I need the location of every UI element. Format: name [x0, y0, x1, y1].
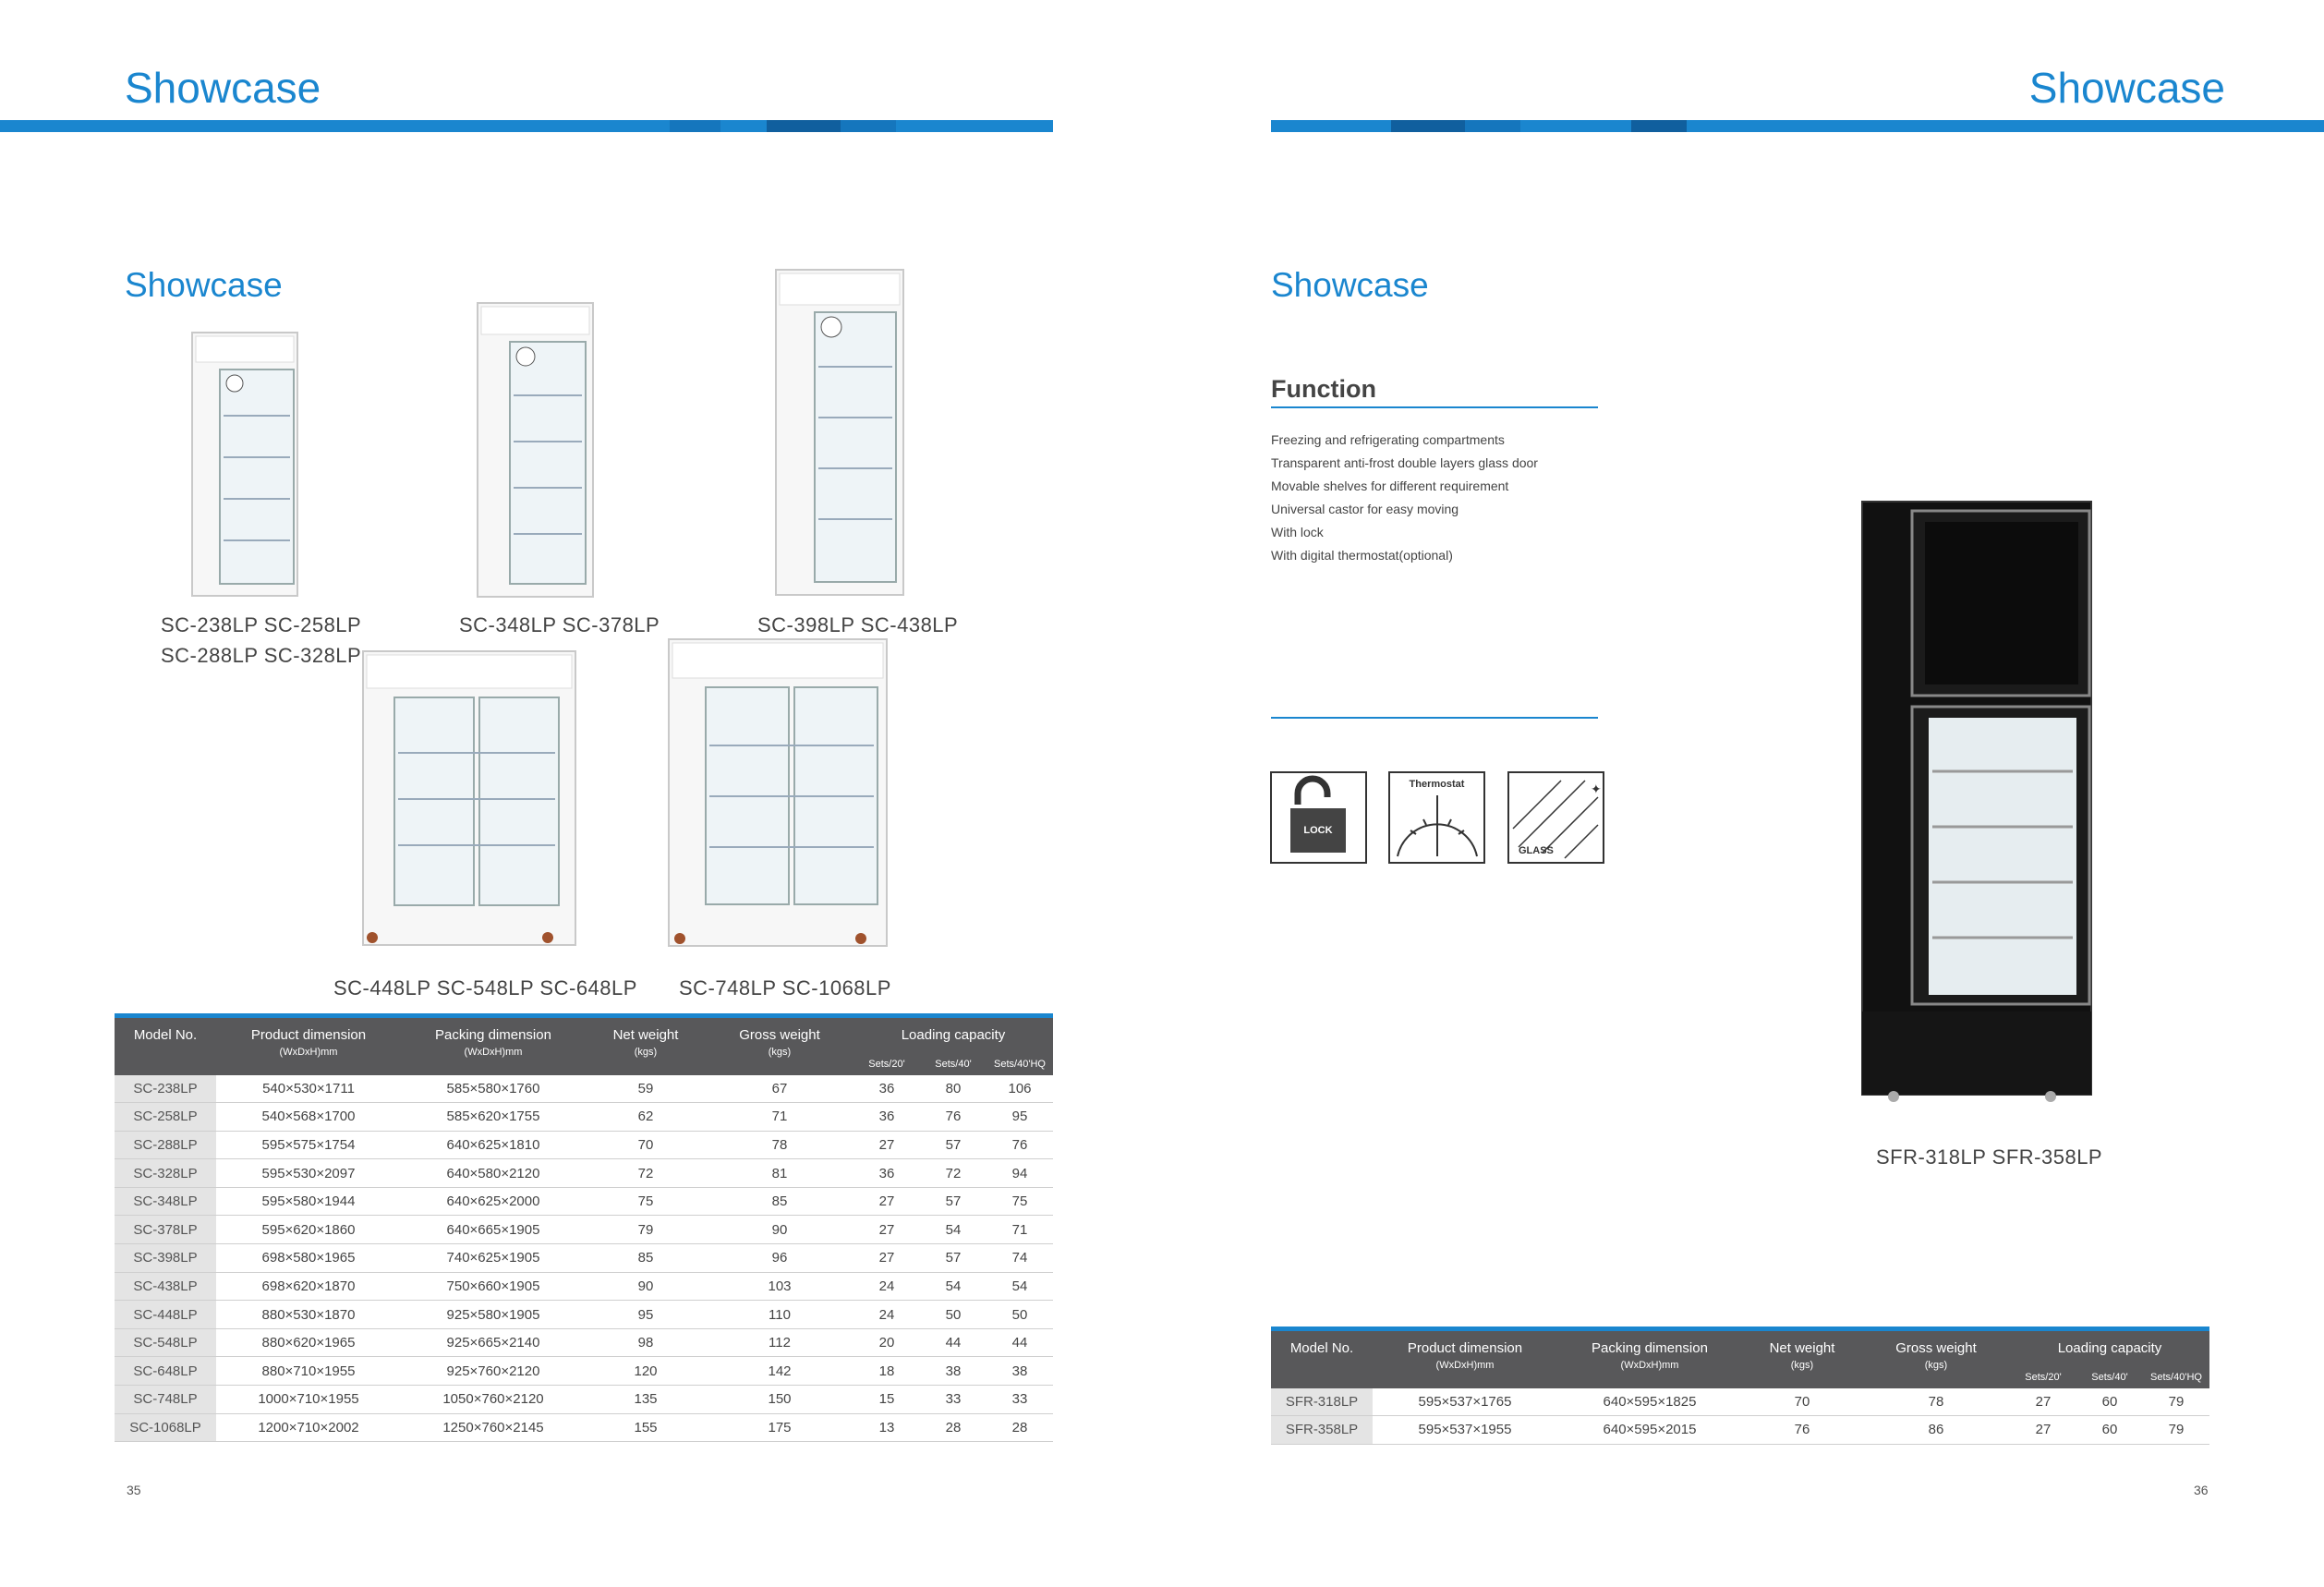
header-packing-label: Packing dimension — [1592, 1340, 1708, 1356]
sets-20-cell: 27 — [2010, 1388, 2076, 1416]
net-weight-cell: 135 — [586, 1386, 706, 1414]
sets-40hq-cell: 54 — [986, 1272, 1053, 1301]
table-row — [115, 1413, 1053, 1442]
net-weight-cell: 70 — [1742, 1388, 1862, 1416]
glass-label: GLASS — [1519, 845, 1554, 856]
gross-weight-cell: 86 — [1862, 1416, 2010, 1445]
lock-label: LOCK — [1303, 825, 1333, 836]
gross-weight-cell: 103 — [706, 1272, 853, 1301]
caption-sc-398-438: SC-398LP SC-438LP — [757, 613, 959, 636]
left-section-title: Showcase — [125, 266, 283, 304]
sets-20-cell: 36 — [853, 1075, 920, 1103]
sets-20-cell: 24 — [853, 1272, 920, 1301]
model-cell: SC-348LP — [115, 1187, 216, 1216]
sets-20-cell: 15 — [853, 1386, 920, 1414]
packing-dimension-cell: 640×595×2015 — [1557, 1416, 1742, 1445]
product-dimension-cell: 595×620×1860 — [216, 1216, 401, 1244]
left-spec-table — [115, 1013, 1053, 1442]
sets-20-cell: 18 — [853, 1357, 920, 1386]
right-product-image — [1847, 494, 2106, 1104]
fridge-double-medium — [363, 651, 575, 945]
header-net-label: Net weight — [1769, 1340, 1835, 1356]
net-weight-cell: 95 — [586, 1301, 706, 1329]
product-dimension-cell: 540×568×1700 — [216, 1103, 401, 1132]
fridge-single-small — [192, 333, 297, 596]
gross-weight-cell: 90 — [706, 1216, 853, 1244]
net-weight-cell: 90 — [586, 1272, 706, 1301]
sets-40-cell: 50 — [920, 1301, 986, 1329]
packing-dimension-cell: 740×625×1905 — [401, 1244, 586, 1273]
right-page-number: 36 — [2194, 1483, 2209, 1497]
caption-sc-748-1068: SC-748LP SC-1068LP — [679, 976, 891, 999]
sets-40-cell: 60 — [2076, 1388, 2143, 1416]
packing-dimension-cell: 925×760×2120 — [401, 1357, 586, 1386]
sets-20-cell: 27 — [2010, 1416, 2076, 1445]
header-sets-40hq: Sets/40'HQ — [994, 1058, 1046, 1070]
table-row — [115, 1159, 1053, 1188]
table-row — [115, 1328, 1053, 1357]
model-cell: SC-328LP — [115, 1159, 216, 1188]
gross-weight-cell: 78 — [706, 1131, 853, 1159]
table-row — [115, 1187, 1053, 1216]
header-packing-label: Packing dimension — [435, 1027, 551, 1043]
fridge-black-double-compartment — [1862, 502, 2091, 1102]
function-item: Movable shelves for different requirement — [1271, 479, 1509, 493]
sets-40hq-cell: 71 — [986, 1216, 1053, 1244]
packing-dimension-cell: 1050×760×2120 — [401, 1386, 586, 1414]
gross-weight-cell: 150 — [706, 1386, 853, 1414]
sets-40hq-cell: 94 — [986, 1159, 1053, 1188]
sets-20-cell: 36 — [853, 1159, 920, 1188]
model-cell: SC-648LP — [115, 1357, 216, 1386]
net-weight-cell: 75 — [586, 1187, 706, 1216]
product-dimension-cell: 880×710×1955 — [216, 1357, 401, 1386]
table-row — [1271, 1388, 2209, 1416]
sets-40-cell: 57 — [920, 1244, 986, 1273]
product-dimension-cell: 698×620×1870 — [216, 1272, 401, 1301]
model-cell: SFR-358LP — [1271, 1416, 1373, 1445]
thermostat-icon — [1390, 773, 1483, 862]
table-row — [115, 1216, 1053, 1244]
packing-dimension-cell: 585×580×1760 — [401, 1075, 586, 1103]
sets-40-cell: 44 — [920, 1328, 986, 1357]
lock-feature — [1270, 771, 1367, 864]
header-product-dimension — [1373, 1329, 1557, 1388]
svg-text:✦: ✦ — [1591, 781, 1602, 796]
fridge-double-large — [669, 639, 887, 946]
sets-40-cell: 28 — [920, 1413, 986, 1442]
fridge-single-large — [776, 270, 903, 595]
table-row — [115, 1075, 1053, 1103]
sets-40hq-cell: 79 — [2143, 1416, 2209, 1445]
packing-dimension-cell: 750×660×1905 — [401, 1272, 586, 1301]
table-row — [115, 1386, 1053, 1414]
product-dimension-cell: 595×580×1944 — [216, 1187, 401, 1216]
header-product-label: Product dimension — [250, 1027, 367, 1043]
sets-40-cell: 54 — [920, 1272, 986, 1301]
sets-20-cell: 27 — [853, 1131, 920, 1159]
sets-40-cell: 72 — [920, 1159, 986, 1188]
table-row — [115, 1131, 1053, 1159]
glass-feature — [1507, 771, 1604, 864]
header-sets-20: Sets/20' — [2025, 1371, 2062, 1383]
header-packing-dimension — [401, 1016, 586, 1075]
product-dimension-cell: 540×530×1711 — [216, 1075, 401, 1103]
sets-40hq-cell: 50 — [986, 1301, 1053, 1329]
header-net-sub: (kgs) — [634, 1047, 658, 1058]
model-cell: SFR-318LP — [1271, 1388, 1373, 1416]
gross-weight-cell: 78 — [1862, 1388, 2010, 1416]
product-dimension-cell: 595×537×1765 — [1373, 1388, 1557, 1416]
packing-dimension-cell: 640×665×1905 — [401, 1216, 586, 1244]
net-weight-cell: 76 — [1742, 1416, 1862, 1445]
function-item: Freezing and refrigerating compartments — [1271, 432, 1505, 447]
sets-40-cell: 80 — [920, 1075, 986, 1103]
packing-dimension-cell: 585×620×1755 — [401, 1103, 586, 1132]
caption-sfr-318-358: SFR-318LP SFR-358LP — [1876, 1145, 2103, 1169]
caption-sc-348-378: SC-348LP SC-378LP — [459, 613, 660, 636]
product-dimension-cell: 595×537×1955 — [1373, 1416, 1557, 1445]
sets-40-cell: 54 — [920, 1216, 986, 1244]
packing-dimension-cell: 640×625×1810 — [401, 1131, 586, 1159]
sets-40hq-cell: 74 — [986, 1244, 1053, 1273]
packing-dimension-cell: 640×625×2000 — [401, 1187, 586, 1216]
table-row — [1271, 1416, 2209, 1445]
model-cell: SC-448LP — [115, 1301, 216, 1329]
header-packing-sub: (WxDxH)mm — [1620, 1360, 1679, 1371]
left-header-title: Showcase — [125, 64, 321, 112]
packing-dimension-cell: 640×595×1825 — [1557, 1388, 1742, 1416]
thermostat-label: Thermostat — [1409, 779, 1465, 790]
packing-dimension-cell: 925×580×1905 — [401, 1301, 586, 1329]
function-divider — [1271, 717, 1598, 719]
header-model: Model No. — [1289, 1340, 1354, 1356]
table-row — [115, 1357, 1053, 1386]
sets-20-cell: 27 — [853, 1216, 920, 1244]
sets-40hq-cell: 76 — [986, 1131, 1053, 1159]
header-sets-40hq: Sets/40'HQ — [2150, 1371, 2202, 1383]
right-table-body — [1271, 1388, 2209, 1445]
gross-weight-cell: 96 — [706, 1244, 853, 1273]
gross-weight-cell: 81 — [706, 1159, 853, 1188]
sets-20-cell: 27 — [853, 1187, 920, 1216]
net-weight-cell: 98 — [586, 1328, 706, 1357]
sets-40hq-cell: 95 — [986, 1103, 1053, 1132]
function-underline — [1271, 406, 1598, 408]
sets-40-cell: 76 — [920, 1103, 986, 1132]
header-packing-dimension — [1557, 1329, 1742, 1388]
sets-40hq-cell: 79 — [2143, 1388, 2209, 1416]
sets-40-cell: 33 — [920, 1386, 986, 1414]
right-header-bar — [1271, 120, 2324, 132]
sets-40-cell: 57 — [920, 1187, 986, 1216]
gross-weight-cell: 71 — [706, 1103, 853, 1132]
right-header-title: Showcase — [2028, 64, 2225, 112]
sets-20-cell: 36 — [853, 1103, 920, 1132]
packing-dimension-cell: 1250×760×2145 — [401, 1413, 586, 1442]
fridge-single-medium — [478, 303, 593, 597]
sets-40hq-cell: 106 — [986, 1075, 1053, 1103]
gross-weight-cell: 142 — [706, 1357, 853, 1386]
header-loading-capacity: Loading capacity — [2057, 1340, 2162, 1356]
sets-40hq-cell: 28 — [986, 1413, 1053, 1442]
sets-40-cell: 57 — [920, 1131, 986, 1159]
product-dimension-cell: 880×620×1965 — [216, 1328, 401, 1357]
model-cell: SC-378LP — [115, 1216, 216, 1244]
gross-weight-cell: 85 — [706, 1187, 853, 1216]
header-sets-40: Sets/40' — [935, 1058, 972, 1070]
table-row — [115, 1272, 1053, 1301]
net-weight-cell: 120 — [586, 1357, 706, 1386]
net-weight-cell: 72 — [586, 1159, 706, 1188]
function-list — [1271, 429, 1538, 567]
product-dimension-cell: 595×575×1754 — [216, 1131, 401, 1159]
model-cell: SC-238LP — [115, 1075, 216, 1103]
sets-20-cell: 24 — [853, 1301, 920, 1329]
sets-20-cell: 20 — [853, 1328, 920, 1357]
header-net-label: Net weight — [612, 1027, 679, 1043]
header-model: Model No. — [133, 1027, 198, 1043]
model-cell: SC-258LP — [115, 1103, 216, 1132]
caption-sc-238-258: SC-238LP SC-258LP — [161, 613, 362, 636]
header-loading-capacity: Loading capacity — [901, 1027, 1006, 1043]
net-weight-cell: 79 — [586, 1216, 706, 1244]
left-header-bar — [0, 120, 1053, 132]
net-weight-cell: 62 — [586, 1103, 706, 1132]
header-gross-label: Gross weight — [739, 1027, 820, 1043]
net-weight-cell: 59 — [586, 1075, 706, 1103]
sets-40hq-cell: 44 — [986, 1328, 1053, 1357]
sets-40hq-cell: 75 — [986, 1187, 1053, 1216]
sets-40hq-cell: 38 — [986, 1357, 1053, 1386]
function-title: Function — [1271, 375, 1376, 403]
packing-dimension-cell: 925×665×2140 — [401, 1328, 586, 1357]
lock-icon — [1272, 773, 1365, 862]
header-packing-sub: (WxDxH)mm — [464, 1047, 523, 1058]
header-gross-sub: (kgs) — [1924, 1360, 1948, 1371]
function-item: Transparent anti-frost double layers glass door — [1271, 455, 1538, 470]
function-item: With digital thermostat(optional) — [1271, 548, 1453, 563]
sets-20-cell: 13 — [853, 1413, 920, 1442]
net-weight-cell: 85 — [586, 1244, 706, 1273]
sets-40hq-cell: 33 — [986, 1386, 1053, 1414]
header-product-sub: (WxDxH)mm — [1435, 1360, 1495, 1371]
caption-sc-288-328: SC-288LP SC-328LP — [161, 644, 362, 667]
header-product-label: Product dimension — [1407, 1340, 1523, 1356]
header-gross-weight — [706, 1016, 853, 1075]
gross-weight-cell: 112 — [706, 1328, 853, 1357]
product-dimension-cell: 1000×710×1955 — [216, 1386, 401, 1414]
sets-40-cell: 38 — [920, 1357, 986, 1386]
net-weight-cell: 70 — [586, 1131, 706, 1159]
table-row — [115, 1301, 1053, 1329]
product-dimension-cell: 595×530×2097 — [216, 1159, 401, 1188]
table-row — [115, 1244, 1053, 1273]
model-cell: SC-438LP — [115, 1272, 216, 1301]
sets-40-cell: 60 — [2076, 1416, 2143, 1445]
caption-sc-448-548-648: SC-448LP SC-548LP SC-648LP — [333, 976, 637, 999]
header-sets-40: Sets/40' — [2091, 1371, 2128, 1383]
gross-weight-cell: 110 — [706, 1301, 853, 1329]
table-row — [115, 1103, 1053, 1132]
function-item: With lock — [1271, 525, 1324, 539]
header-gross-weight — [1862, 1329, 2010, 1388]
left-table-body — [115, 1075, 1053, 1442]
model-cell: SC-288LP — [115, 1131, 216, 1159]
header-product-sub: (WxDxH)mm — [279, 1047, 338, 1058]
gross-weight-cell: 67 — [706, 1075, 853, 1103]
model-cell: SC-748LP — [115, 1386, 216, 1414]
header-net-weight — [1742, 1329, 1862, 1388]
gross-weight-cell: 175 — [706, 1413, 853, 1442]
header-gross-label: Gross weight — [1895, 1340, 1977, 1356]
header-net-weight — [586, 1016, 706, 1075]
function-item: Universal castor for easy moving — [1271, 502, 1459, 516]
model-cell: SC-548LP — [115, 1328, 216, 1357]
model-cell: SC-398LP — [115, 1244, 216, 1273]
net-weight-cell: 155 — [586, 1413, 706, 1442]
header-net-sub: (kgs) — [1790, 1360, 1814, 1371]
right-spec-table — [1271, 1327, 2209, 1445]
header-gross-sub: (kgs) — [768, 1047, 792, 1058]
model-cell: SC-1068LP — [115, 1413, 216, 1442]
header-sets-20: Sets/20' — [868, 1058, 905, 1070]
sets-20-cell: 27 — [853, 1244, 920, 1273]
right-section-title: Showcase — [1271, 266, 1429, 304]
thermostat-feature — [1388, 771, 1485, 864]
left-page-number: 35 — [127, 1483, 141, 1497]
product-dimension-cell: 698×580×1965 — [216, 1244, 401, 1273]
product-dimension-cell: 1200×710×2002 — [216, 1413, 401, 1442]
header-product-dimension — [216, 1016, 401, 1075]
packing-dimension-cell: 640×580×2120 — [401, 1159, 586, 1188]
product-dimension-cell: 880×530×1870 — [216, 1301, 401, 1329]
